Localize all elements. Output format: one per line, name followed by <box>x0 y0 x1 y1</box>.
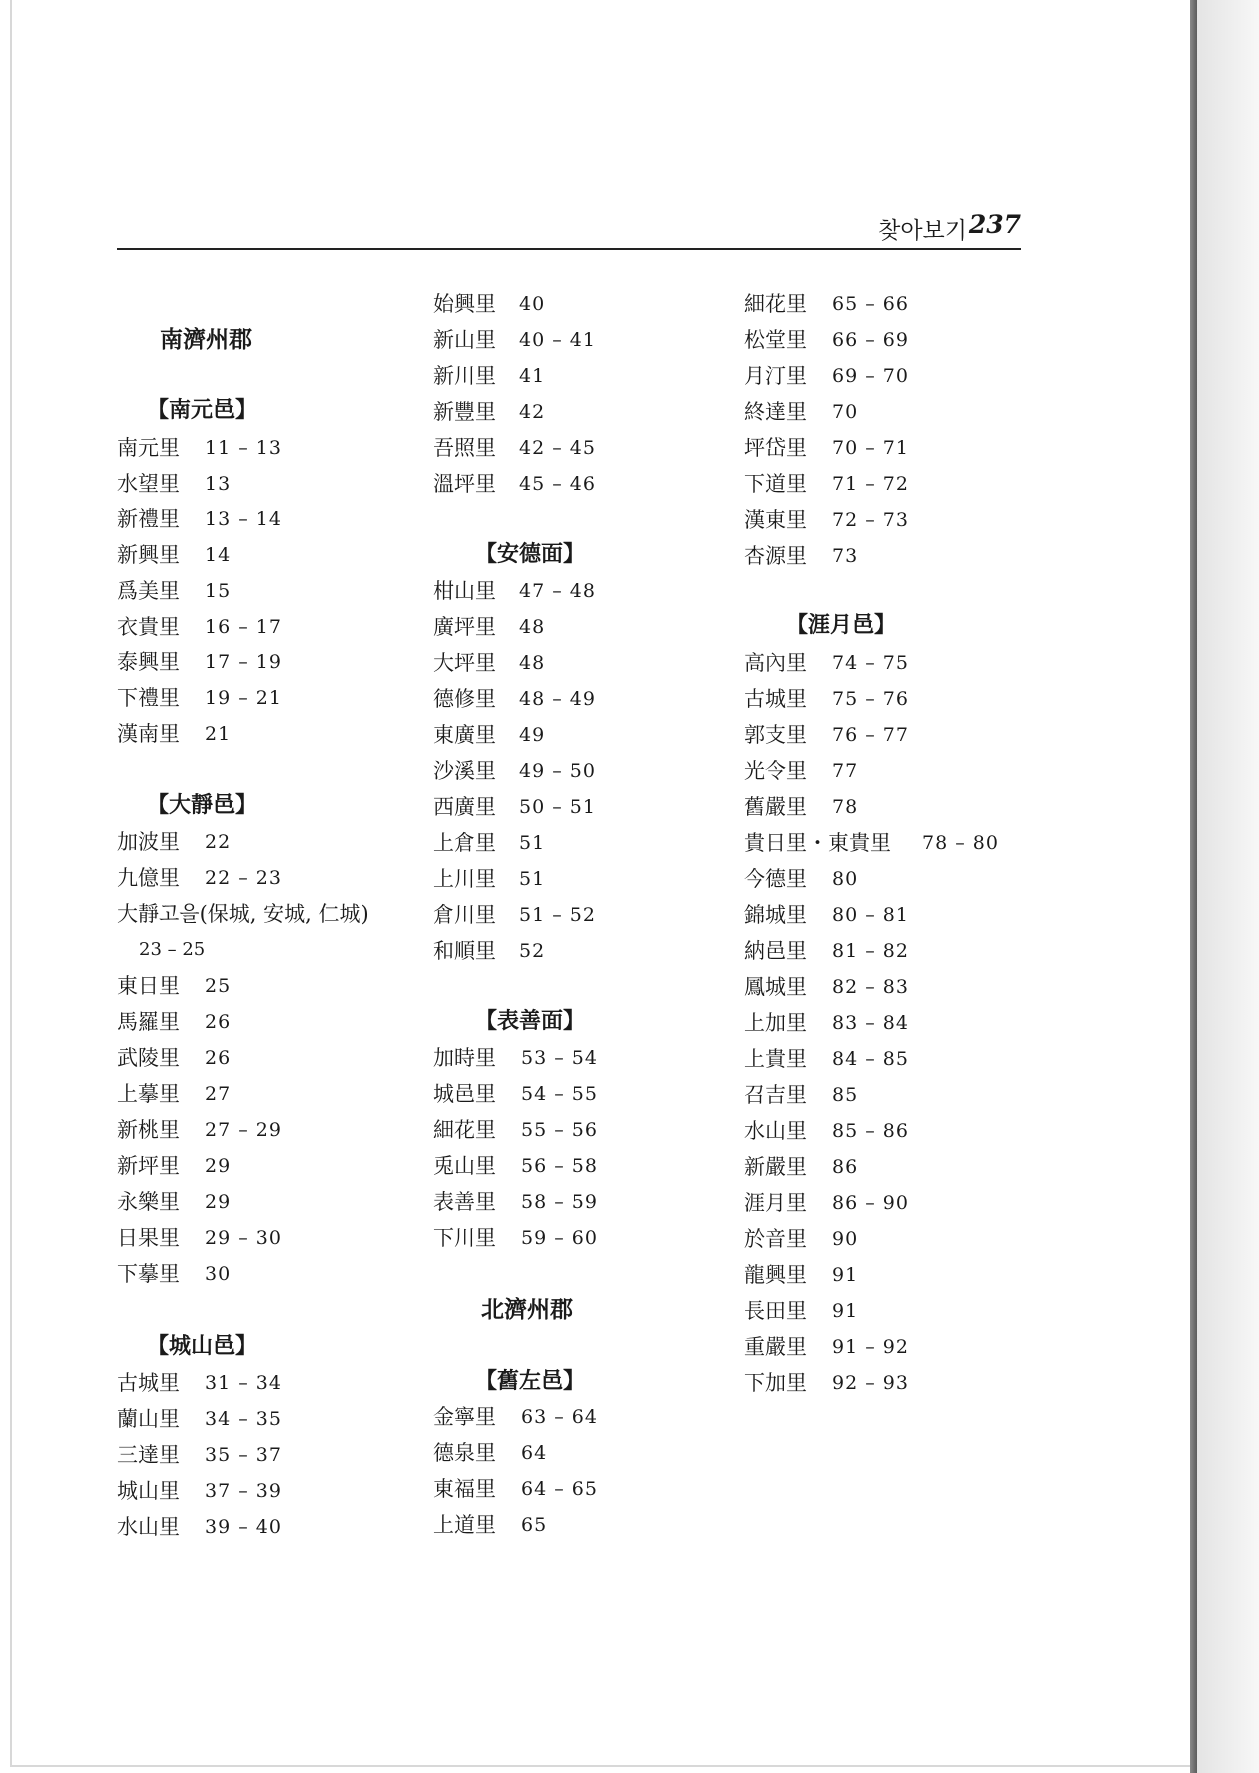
entry-pages: 42 – 45 <box>519 437 596 459</box>
entry-name: 表善里 <box>433 1190 496 1214</box>
entry-name: 和順里 <box>433 939 496 963</box>
section-heading: 【大靜邑】 <box>147 792 258 818</box>
index-entry <box>744 541 859 571</box>
index-entry <box>433 289 546 319</box>
entry-pages: 91 <box>832 1264 859 1286</box>
entry-pages: 86 – 90 <box>832 1192 909 1214</box>
entry-pages: 48 <box>519 616 546 638</box>
entry-pages: 41 <box>519 365 546 387</box>
entry-pages: 40 <box>519 293 546 315</box>
entry-pages: 25 <box>205 975 232 997</box>
index-entry <box>744 1152 859 1182</box>
entry-name: 下道里 <box>744 472 807 496</box>
entry-name: 南元里 <box>117 436 180 460</box>
index-entry <box>117 469 232 499</box>
entry-name: 召吉里 <box>744 1083 807 1107</box>
entry-pages: 16 – 17 <box>205 615 282 638</box>
entry-pages: 47 – 48 <box>519 580 596 602</box>
entry-pages: 48 <box>519 652 546 674</box>
entry-name: 水望里 <box>117 471 180 496</box>
index-entry <box>433 684 596 714</box>
entry-pages: 70 <box>832 401 859 423</box>
entry-name: 德修里 <box>433 687 496 711</box>
entry-name: 城山里 <box>117 1479 180 1503</box>
index-entry <box>433 648 546 678</box>
entry-pages: 80 – 81 <box>832 904 909 926</box>
entry-pages: 21 <box>205 722 232 745</box>
index-entry <box>744 720 909 750</box>
page-number: 237 <box>968 210 1021 239</box>
entry-name: 三達里 <box>117 1443 180 1467</box>
entry-pages: 71 – 72 <box>832 473 909 495</box>
entry-pages: 85 <box>832 1084 859 1106</box>
entry-name: 蘭山里 <box>117 1407 180 1431</box>
entry-name: 新嚴里 <box>744 1155 807 1179</box>
entry-pages: 26 <box>205 1047 232 1069</box>
entry-name: 重嚴里 <box>744 1335 807 1359</box>
county-heading: 北濟州郡 <box>481 1296 573 1323</box>
index-entry <box>117 1223 282 1253</box>
entry-pages: 65 – 66 <box>832 293 909 315</box>
entry-pages: 66 – 69 <box>832 329 909 351</box>
entry-pages: 86 <box>832 1156 859 1178</box>
entry-pages: 82 – 83 <box>832 976 909 998</box>
index-entry <box>744 648 909 678</box>
index-entry <box>117 1151 232 1181</box>
entry-name: 細花里 <box>433 1118 496 1142</box>
index-entry <box>117 971 232 1001</box>
index-entry <box>433 792 596 822</box>
entry-pages: 55 – 56 <box>521 1119 598 1141</box>
entry-name: 下摹里 <box>117 1262 180 1286</box>
index-entry <box>433 828 546 858</box>
index-entry <box>117 504 282 534</box>
index-entry <box>433 864 546 894</box>
entry-pages: 11 – 13 <box>205 437 282 459</box>
entry-pages: 72 – 73 <box>832 509 909 531</box>
entry-pages: 26 <box>205 1011 232 1033</box>
index-entry <box>433 325 596 355</box>
entry-name: 長田里 <box>744 1299 807 1323</box>
index-entry <box>744 325 909 355</box>
section-heading: 【涯月邑】 <box>786 612 897 638</box>
entry-name: 月汀里 <box>744 364 807 388</box>
entry-pages: 74 – 75 <box>832 652 909 674</box>
index-entry <box>433 397 546 427</box>
entry-pages: 92 – 93 <box>832 1372 909 1394</box>
entry-pages: 42 <box>519 401 546 423</box>
index-entry <box>433 720 546 750</box>
entry-name: 今德里 <box>744 867 807 891</box>
entry-name: 古城里 <box>744 687 807 711</box>
entry-name: 新豐里 <box>433 400 496 424</box>
page-edge <box>1190 0 1197 1773</box>
entry-pages: 29 – 30 <box>205 1227 282 1249</box>
entry-name: 始興里 <box>433 292 496 316</box>
entry-pages: 49 – 50 <box>519 760 596 782</box>
index-entry <box>433 756 596 786</box>
index-entry <box>117 1476 282 1506</box>
entry-pages: 85 – 86 <box>832 1120 909 1142</box>
section-heading: 【城山邑】 <box>147 1333 258 1359</box>
entry-pages: 76 – 77 <box>832 724 909 746</box>
index-entry <box>117 1043 232 1073</box>
entry-name: 新山里 <box>433 328 496 352</box>
entry-pages: 77 <box>832 760 859 782</box>
entry-pages: 59 – 60 <box>521 1227 598 1249</box>
index-entry <box>433 576 596 606</box>
entry-pages: 40 – 41 <box>519 329 596 351</box>
entry-pages: 75 – 76 <box>832 688 909 710</box>
index-entry <box>117 1512 282 1542</box>
entry-name: 城邑里 <box>433 1082 496 1106</box>
section-heading: 【安德面】 <box>475 541 586 567</box>
entry-pages: 78 <box>832 796 859 818</box>
entry-name: 涯月里 <box>744 1191 807 1215</box>
entry-name: 廣坪里 <box>433 615 496 639</box>
entry-pages: 91 – 92 <box>832 1336 909 1358</box>
entry-name: 兎山里 <box>433 1154 496 1178</box>
entry-name: 大坪里 <box>433 651 496 675</box>
index-entry <box>744 1368 909 1398</box>
entry-pages: 30 <box>205 1263 232 1285</box>
entry-name: 杏源里 <box>744 544 807 568</box>
entry-pages: 13 <box>205 472 232 495</box>
county-heading: 南濟州郡 <box>160 326 252 353</box>
entry-name: 下禮里 <box>117 685 180 710</box>
index-entry <box>744 289 909 319</box>
index-entry <box>117 647 282 677</box>
index-entry <box>433 1402 598 1432</box>
section-heading: 【舊左邑】 <box>475 1368 586 1394</box>
entry-name: 馬羅里 <box>117 1010 180 1034</box>
header-title: 찾아보기 <box>878 218 967 244</box>
index-entry <box>744 972 909 1002</box>
index-entry <box>433 1510 548 1540</box>
index-entry <box>117 863 282 893</box>
index-entry <box>117 683 282 713</box>
index-entry <box>744 936 909 966</box>
entry-pages: 14 <box>205 544 232 567</box>
entry-pages: 27 <box>205 1083 232 1105</box>
index-entry <box>433 1223 598 1253</box>
entry-name: 納邑里 <box>744 939 807 963</box>
index-entry <box>744 1008 909 1038</box>
entry-name: 九億里 <box>117 866 180 890</box>
index-entry <box>433 1474 598 1504</box>
entry-name: 下加里 <box>744 1371 807 1395</box>
index-entry <box>117 1079 232 1109</box>
entry-name: 松堂里 <box>744 328 807 352</box>
index-entry <box>744 1224 859 1254</box>
section-heading: 【表善面】 <box>475 1008 586 1034</box>
index-entry <box>117 1440 282 1470</box>
index-entry <box>744 756 859 786</box>
entry-pages: 17 – 19 <box>205 651 282 674</box>
entry-pages: 53 – 54 <box>521 1047 598 1069</box>
entry-name: 終達里 <box>744 400 807 424</box>
entry-name: 倉川里 <box>433 903 496 927</box>
index-entry <box>117 719 232 749</box>
index-entry <box>433 433 596 463</box>
entry-pages: 78 – 80 <box>922 832 999 854</box>
index-entry <box>744 1260 859 1290</box>
entry-name: 武陵里 <box>117 1046 180 1070</box>
index-entry <box>744 505 909 535</box>
entry-pages: 51 – 52 <box>519 904 596 926</box>
entry-name: 上摹里 <box>117 1082 180 1106</box>
page-sheet <box>10 0 1192 1767</box>
index-entry <box>433 1115 598 1145</box>
entry-pages: 50 – 51 <box>519 796 596 818</box>
entry-name: 漢東里 <box>744 508 807 532</box>
entry-name: 新禮里 <box>117 507 180 532</box>
index-entry <box>117 899 369 929</box>
entry-pages: 84 – 85 <box>832 1048 909 1070</box>
entry-pages: 19 – 21 <box>205 686 282 709</box>
index-entry <box>744 864 859 894</box>
index-entry <box>117 827 232 857</box>
entry-name: 新川里 <box>433 364 496 388</box>
index-entry <box>117 1259 232 1289</box>
entry-pages: 64 <box>521 1442 548 1464</box>
entry-name: 上貴里 <box>744 1047 807 1071</box>
entry-pages: 37 – 39 <box>205 1480 282 1502</box>
entry-name: 東廣里 <box>433 723 496 747</box>
entry-name: 西廣里 <box>433 795 496 819</box>
entry-name: 郭支里 <box>744 723 807 747</box>
entry-pages: 45 – 46 <box>519 473 596 495</box>
entry-name: 新桃里 <box>117 1118 180 1142</box>
entry-name: 舊嚴里 <box>744 795 807 819</box>
entry-name: 加時里 <box>433 1046 496 1070</box>
entry-name: 新坪里 <box>117 1154 180 1178</box>
entry-name: 於音里 <box>744 1227 807 1251</box>
page-edge-shadow <box>1197 0 1259 1773</box>
running-header <box>117 208 1021 250</box>
entry-pages: 48 – 49 <box>519 688 596 710</box>
index-entry <box>433 612 546 642</box>
index-entry <box>117 540 232 570</box>
entry-pages: 69 – 70 <box>832 365 909 387</box>
entry-name: 沙溪里 <box>433 759 496 783</box>
index-entry <box>117 1007 232 1037</box>
entry-name: 永樂里 <box>117 1190 180 1214</box>
entry-name: 泰興里 <box>117 650 180 675</box>
entry-name: 大靜고을(保城, 安城, 仁城) <box>117 902 369 926</box>
index-entry <box>117 433 282 463</box>
entry-name: 上加里 <box>744 1011 807 1035</box>
entry-pages: 31 – 34 <box>205 1372 282 1394</box>
entry-name: 古城里 <box>117 1371 180 1395</box>
index-entry <box>433 1043 598 1073</box>
entry-name: 東福里 <box>433 1477 496 1501</box>
entry-pages: 58 – 59 <box>521 1191 598 1213</box>
entry-pages: 35 – 37 <box>205 1444 282 1466</box>
entry-name: 上道里 <box>433 1513 496 1537</box>
entry-pages: 52 <box>519 940 546 962</box>
section-heading: 【南元邑】 <box>147 397 258 423</box>
entry-pages: 80 <box>832 868 859 890</box>
index-entry <box>117 1187 232 1217</box>
entry-name: 錦城里 <box>744 903 807 927</box>
entry-name: 龍興里 <box>744 1263 807 1287</box>
entry-pages: 51 <box>519 832 546 854</box>
index-entry <box>744 1188 909 1218</box>
entry-pages: 56 – 58 <box>521 1155 598 1177</box>
entry-pages: 22 <box>205 831 232 853</box>
index-entry <box>117 612 282 642</box>
entry-pages: 91 <box>832 1300 859 1322</box>
index-entry <box>433 936 546 966</box>
index-entry <box>744 828 999 858</box>
index-entry <box>433 900 596 930</box>
entry-pages: 65 <box>521 1514 548 1536</box>
index-entry <box>744 1080 859 1110</box>
index-entry <box>744 1044 909 1074</box>
entry-name: 德泉里 <box>433 1441 496 1465</box>
entry-pages: 39 – 40 <box>205 1516 282 1538</box>
index-entry <box>433 361 546 391</box>
index-entry <box>117 1115 282 1145</box>
entry-pages: 29 <box>205 1191 232 1213</box>
index-entry <box>433 1151 598 1181</box>
entry-name: 鳳城里 <box>744 975 807 999</box>
entry-name: 下川里 <box>433 1226 496 1250</box>
entry-name: 細花里 <box>744 292 807 316</box>
entry-name: 上倉里 <box>433 831 496 855</box>
index-entry <box>744 900 909 930</box>
entry-name: 新興里 <box>117 543 180 568</box>
entry-name: 水山里 <box>117 1515 180 1539</box>
entry-name: 爲美里 <box>117 578 180 603</box>
entry-pages: 29 <box>205 1155 232 1177</box>
index-entry <box>433 1187 598 1217</box>
index-entry <box>744 361 909 391</box>
index-entry <box>117 1368 282 1398</box>
entry-name: 高內里 <box>744 651 807 675</box>
entry-name: 貴日里・東貴里 <box>744 831 891 855</box>
entry-name: 金寧里 <box>433 1405 496 1429</box>
entry-name: 上川里 <box>433 867 496 891</box>
entry-pages: 15 <box>205 579 232 602</box>
entry-pages: 13 – 14 <box>205 508 282 531</box>
index-entry <box>744 792 859 822</box>
entry-pages: 83 – 84 <box>832 1012 909 1034</box>
index-entry <box>744 684 909 714</box>
entry-pages: 34 – 35 <box>205 1408 282 1430</box>
entry-name: 東日里 <box>117 974 180 998</box>
entry-pages: 27 – 29 <box>205 1119 282 1141</box>
entry-name: 坪岱里 <box>744 436 807 460</box>
entry-pages: 64 – 65 <box>521 1478 598 1500</box>
entry-name: 吾照里 <box>433 436 496 460</box>
entry-pages: 90 <box>832 1228 859 1250</box>
entry-name: 加波里 <box>117 830 180 854</box>
entry-pages: 70 – 71 <box>832 437 909 459</box>
entry-pages: 73 <box>832 545 859 567</box>
index-entry <box>744 469 909 499</box>
index-entry <box>744 1296 859 1326</box>
entry-name: 柑山里 <box>433 579 496 603</box>
entry-name: 水山里 <box>744 1119 807 1143</box>
index-entry <box>433 1438 548 1468</box>
index-entry <box>433 469 596 499</box>
entry-name: 光令里 <box>744 759 807 783</box>
index-entry <box>117 1404 282 1434</box>
entry-name: 日果里 <box>117 1226 180 1250</box>
entry-pages: 81 – 82 <box>832 940 909 962</box>
entry-pages: 54 – 55 <box>521 1083 598 1105</box>
index-entry <box>744 397 859 427</box>
index-entry <box>744 433 909 463</box>
entry-pages: 51 <box>519 868 546 890</box>
entry-name: 漢南里 <box>117 721 180 746</box>
entry-pages: 23 – 25 <box>139 939 206 960</box>
index-entry <box>744 1332 909 1362</box>
entry-pages: 22 – 23 <box>205 867 282 889</box>
entry-name: 衣貴里 <box>117 614 180 639</box>
entry-pages: 49 <box>519 724 546 746</box>
index-entry <box>433 1079 598 1109</box>
entry-name: 溫坪里 <box>433 472 496 496</box>
entry-pages: 63 – 64 <box>521 1406 598 1428</box>
index-entry <box>744 1116 909 1146</box>
index-entry <box>117 576 232 606</box>
